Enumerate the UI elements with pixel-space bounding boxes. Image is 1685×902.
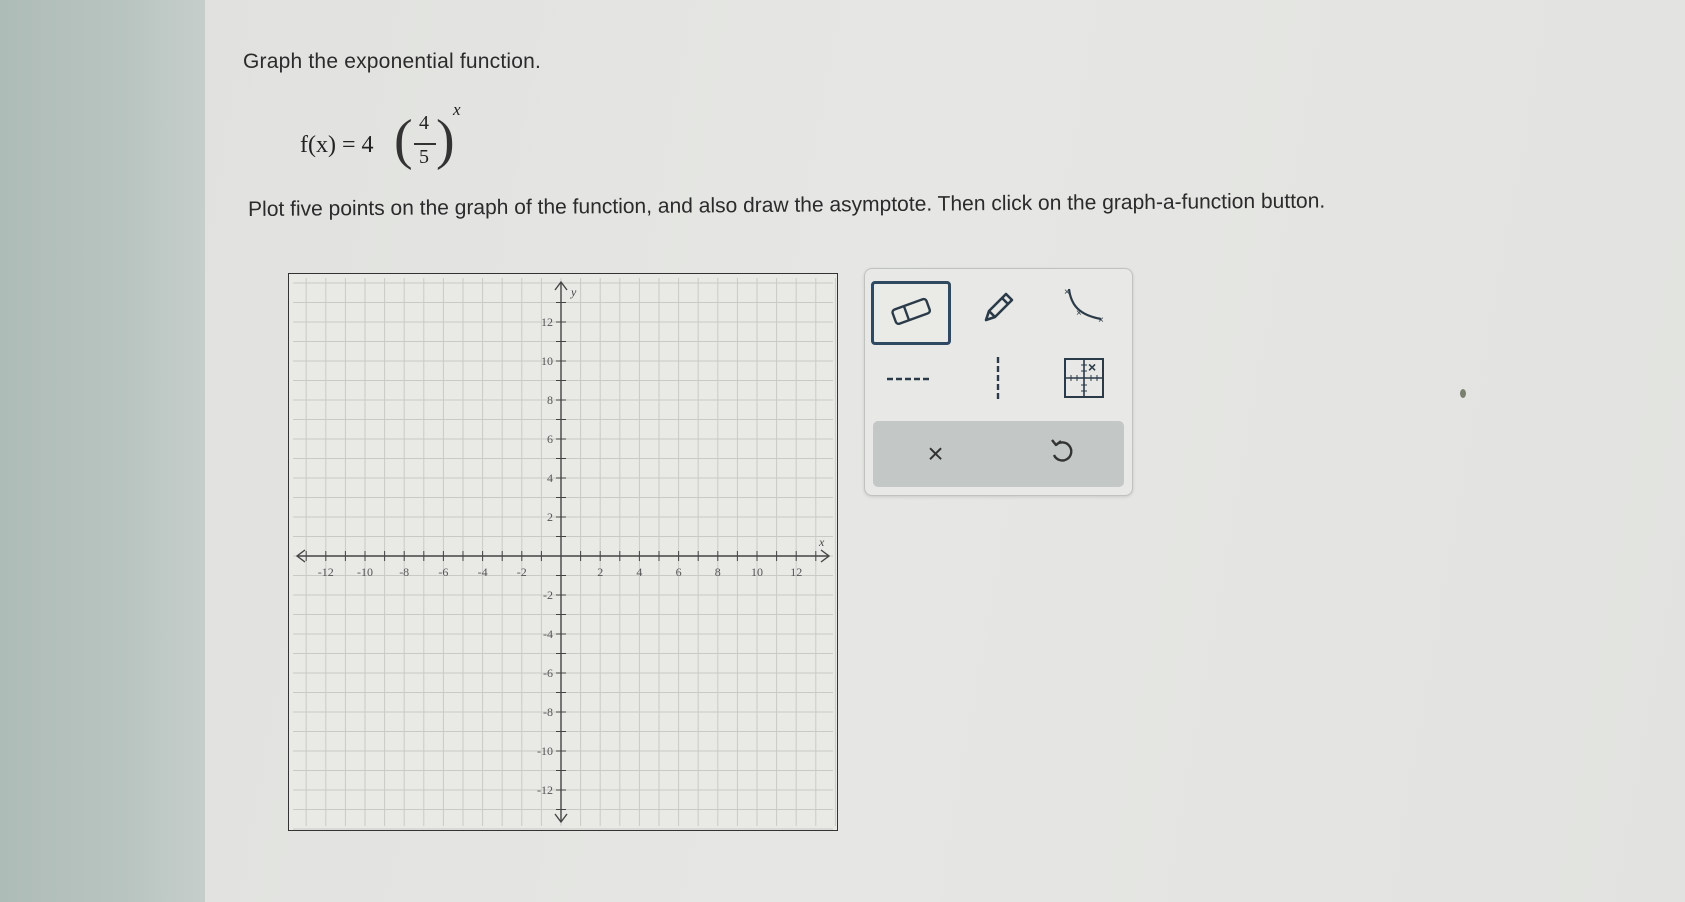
vertical-dashed-line-icon — [993, 355, 1003, 406]
graph-function-button[interactable] — [1047, 281, 1121, 339]
x-tick-label: 4 — [636, 565, 643, 579]
x-tick-label: 8 — [714, 565, 721, 579]
eraser-icon — [889, 297, 933, 330]
vertical-asymptote-button[interactable] — [961, 351, 1035, 409]
x-tick-label: -10 — [357, 565, 373, 579]
x-tick-label: -4 — [477, 565, 488, 579]
clear-button[interactable] — [873, 421, 998, 487]
y-tick-label: 6 — [547, 432, 553, 446]
formula-lhs: f(x) = 4 — [300, 132, 374, 158]
x-tick-label: -8 — [399, 565, 410, 579]
action-bar — [873, 421, 1124, 487]
y-tick-label: -6 — [543, 666, 553, 680]
instructions-text: Plot five points on the graph of the function, and also draw the asymptote. Then click on the graph-a-function button. — [248, 189, 1326, 221]
x-tick-label: 6 — [675, 565, 682, 579]
y-tick-label: 8 — [547, 393, 553, 407]
x-tick-label: 12 — [790, 565, 803, 579]
horizontal-dashed-line-icon — [885, 371, 931, 389]
pencil-icon — [978, 288, 1018, 333]
x-tick-label: 2 — [597, 565, 604, 579]
undo-icon — [1049, 437, 1075, 472]
y-tick-label: -10 — [537, 744, 553, 758]
y-tick-label: 4 — [547, 471, 553, 485]
svg-text:×: × — [1064, 286, 1070, 298]
horizontal-asymptote-button[interactable] — [871, 351, 945, 409]
right-parenthesis: ) — [436, 109, 455, 171]
background-speck — [1460, 389, 1466, 398]
fraction-bar — [414, 143, 436, 145]
graph-canvas[interactable] — [288, 273, 838, 831]
svg-text:×: × — [1098, 314, 1104, 326]
y-tick-label: -12 — [537, 783, 553, 797]
fraction-denominator: 5 — [419, 146, 429, 168]
y-tick-label: 12 — [541, 315, 553, 329]
x-tick-label: -6 — [438, 565, 449, 579]
graph-tool-panel — [864, 268, 1133, 496]
fraction-numerator: 4 — [419, 112, 429, 134]
undo-button[interactable] — [999, 421, 1124, 487]
no-solution-grid-icon — [1063, 357, 1105, 404]
eraser-button[interactable] — [871, 281, 951, 345]
y-axis-label: y — [571, 285, 577, 299]
x-axis-label: x — [819, 535, 825, 549]
svg-text:×: × — [1088, 358, 1097, 375]
x-tick-label: -12 — [317, 565, 334, 579]
coordinate-plane[interactable] — [289, 274, 837, 830]
svg-text:×: × — [1076, 307, 1082, 319]
left-parenthesis: ( — [394, 109, 413, 171]
x-tick-label: 10 — [751, 565, 763, 579]
question-title: Graph the exponential function. — [243, 50, 542, 73]
y-tick-label: 10 — [541, 354, 553, 368]
y-tick-label: -2 — [543, 588, 553, 602]
formula-exponent: x — [453, 100, 461, 119]
exponential-curve-icon — [1059, 285, 1109, 336]
x-tick-label: -2 — [516, 565, 527, 579]
y-tick-label: -4 — [543, 627, 553, 641]
pencil-button[interactable] — [961, 281, 1035, 339]
y-tick-label: 2 — [547, 510, 553, 524]
background-left-strip — [0, 0, 205, 902]
no-solution-button[interactable] — [1047, 351, 1121, 409]
y-tick-label: -8 — [543, 705, 553, 719]
close-icon: × — [927, 438, 944, 469]
